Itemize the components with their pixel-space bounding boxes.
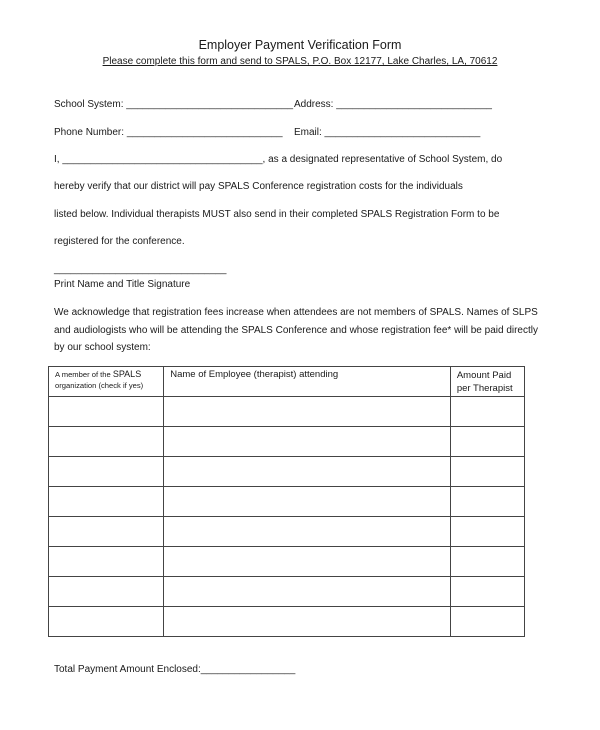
table-row	[49, 517, 525, 547]
membership-cell[interactable]	[49, 457, 164, 487]
employee-table	[48, 366, 525, 637]
total-payment-field[interactable]: Total Payment Amount Enclosed:_________________	[54, 664, 296, 675]
membership-cell[interactable]	[49, 397, 164, 427]
table-row	[49, 547, 525, 577]
employee-name-cell[interactable]	[164, 457, 451, 487]
amount-cell[interactable]	[450, 427, 524, 457]
amount-header	[450, 367, 524, 397]
employee-name-header	[164, 367, 451, 397]
membership-cell[interactable]	[49, 547, 164, 577]
acknowledgement-text-1: We acknowledge that registration fees increase when attendees are not members of SPALS. Names of SLPS	[54, 307, 538, 318]
address-field[interactable]: Address: ____________________________	[294, 99, 492, 110]
employee-name-cell[interactable]	[164, 427, 451, 457]
signature-line[interactable]: _______________________________	[54, 264, 227, 275]
amount-cell[interactable]	[450, 457, 524, 487]
membership-cell[interactable]	[49, 577, 164, 607]
signature-label: Print Name and Title Signature	[54, 279, 191, 290]
membership-cell[interactable]	[49, 517, 164, 547]
employee-name-cell[interactable]	[164, 397, 451, 427]
employee-name-cell[interactable]	[164, 487, 451, 517]
amount-cell[interactable]	[450, 607, 524, 637]
employee-name-cell[interactable]	[164, 547, 451, 577]
table-row	[49, 397, 525, 427]
declaration-text-1: hereby verify that our district will pay SPALS Conference registration costs for the individuals	[54, 181, 463, 192]
membership-cell[interactable]	[49, 427, 164, 457]
phone-number-field[interactable]: Phone Number: ____________________________	[54, 127, 283, 138]
table-row	[49, 457, 525, 487]
employee-name-cell[interactable]	[164, 577, 451, 607]
membership-header-suffix: organization (check if yes)	[55, 381, 144, 390]
declaration-text-2: listed below. Individual therapists MUST also send in their completed SPALS Registration Form to be	[54, 209, 500, 220]
table-row	[49, 607, 525, 637]
employee-name-cell[interactable]	[164, 517, 451, 547]
acknowledgement-text-3: by our school system:	[54, 342, 151, 353]
amount-cell[interactable]	[450, 547, 524, 577]
representative-name-field[interactable]: I, ____________________________________, as a designated representative of School System, do	[54, 154, 503, 165]
form-title: Employer Payment Verification Form	[198, 38, 402, 52]
acknowledgement-text-2: and audiologists who will be attending the SPALS Conference and whose registration fee* will be paid directly	[54, 325, 538, 336]
membership-header	[49, 367, 164, 397]
amount-header-line1: Amount Paid	[456, 370, 512, 381]
school-system-field[interactable]: School System: ______________________________	[54, 99, 294, 110]
amount-cell[interactable]	[450, 397, 524, 427]
table-row	[49, 577, 525, 607]
employee-name-header-label: Name of Employee (therapist) attending	[170, 369, 339, 380]
form-subtitle: Please complete this form and send to SPALS, P.O. Box 12177, Lake Charles, LA, 70612	[102, 56, 498, 67]
declaration-text-3: registered for the conference.	[54, 236, 185, 247]
table-header-row	[49, 367, 525, 397]
membership-cell[interactable]	[49, 607, 164, 637]
membership-header-prefix: A member of the	[55, 370, 111, 379]
membership-cell[interactable]	[49, 487, 164, 517]
amount-cell[interactable]	[450, 487, 524, 517]
employee-name-cell[interactable]	[164, 607, 451, 637]
table-row	[49, 487, 525, 517]
membership-header-org: SPALS	[112, 369, 142, 379]
email-field[interactable]: Email: ____________________________	[294, 127, 481, 138]
amount-cell[interactable]	[450, 517, 524, 547]
amount-cell[interactable]	[450, 577, 524, 607]
table-row	[49, 427, 525, 457]
amount-header-line2: per Therapist	[456, 383, 513, 394]
